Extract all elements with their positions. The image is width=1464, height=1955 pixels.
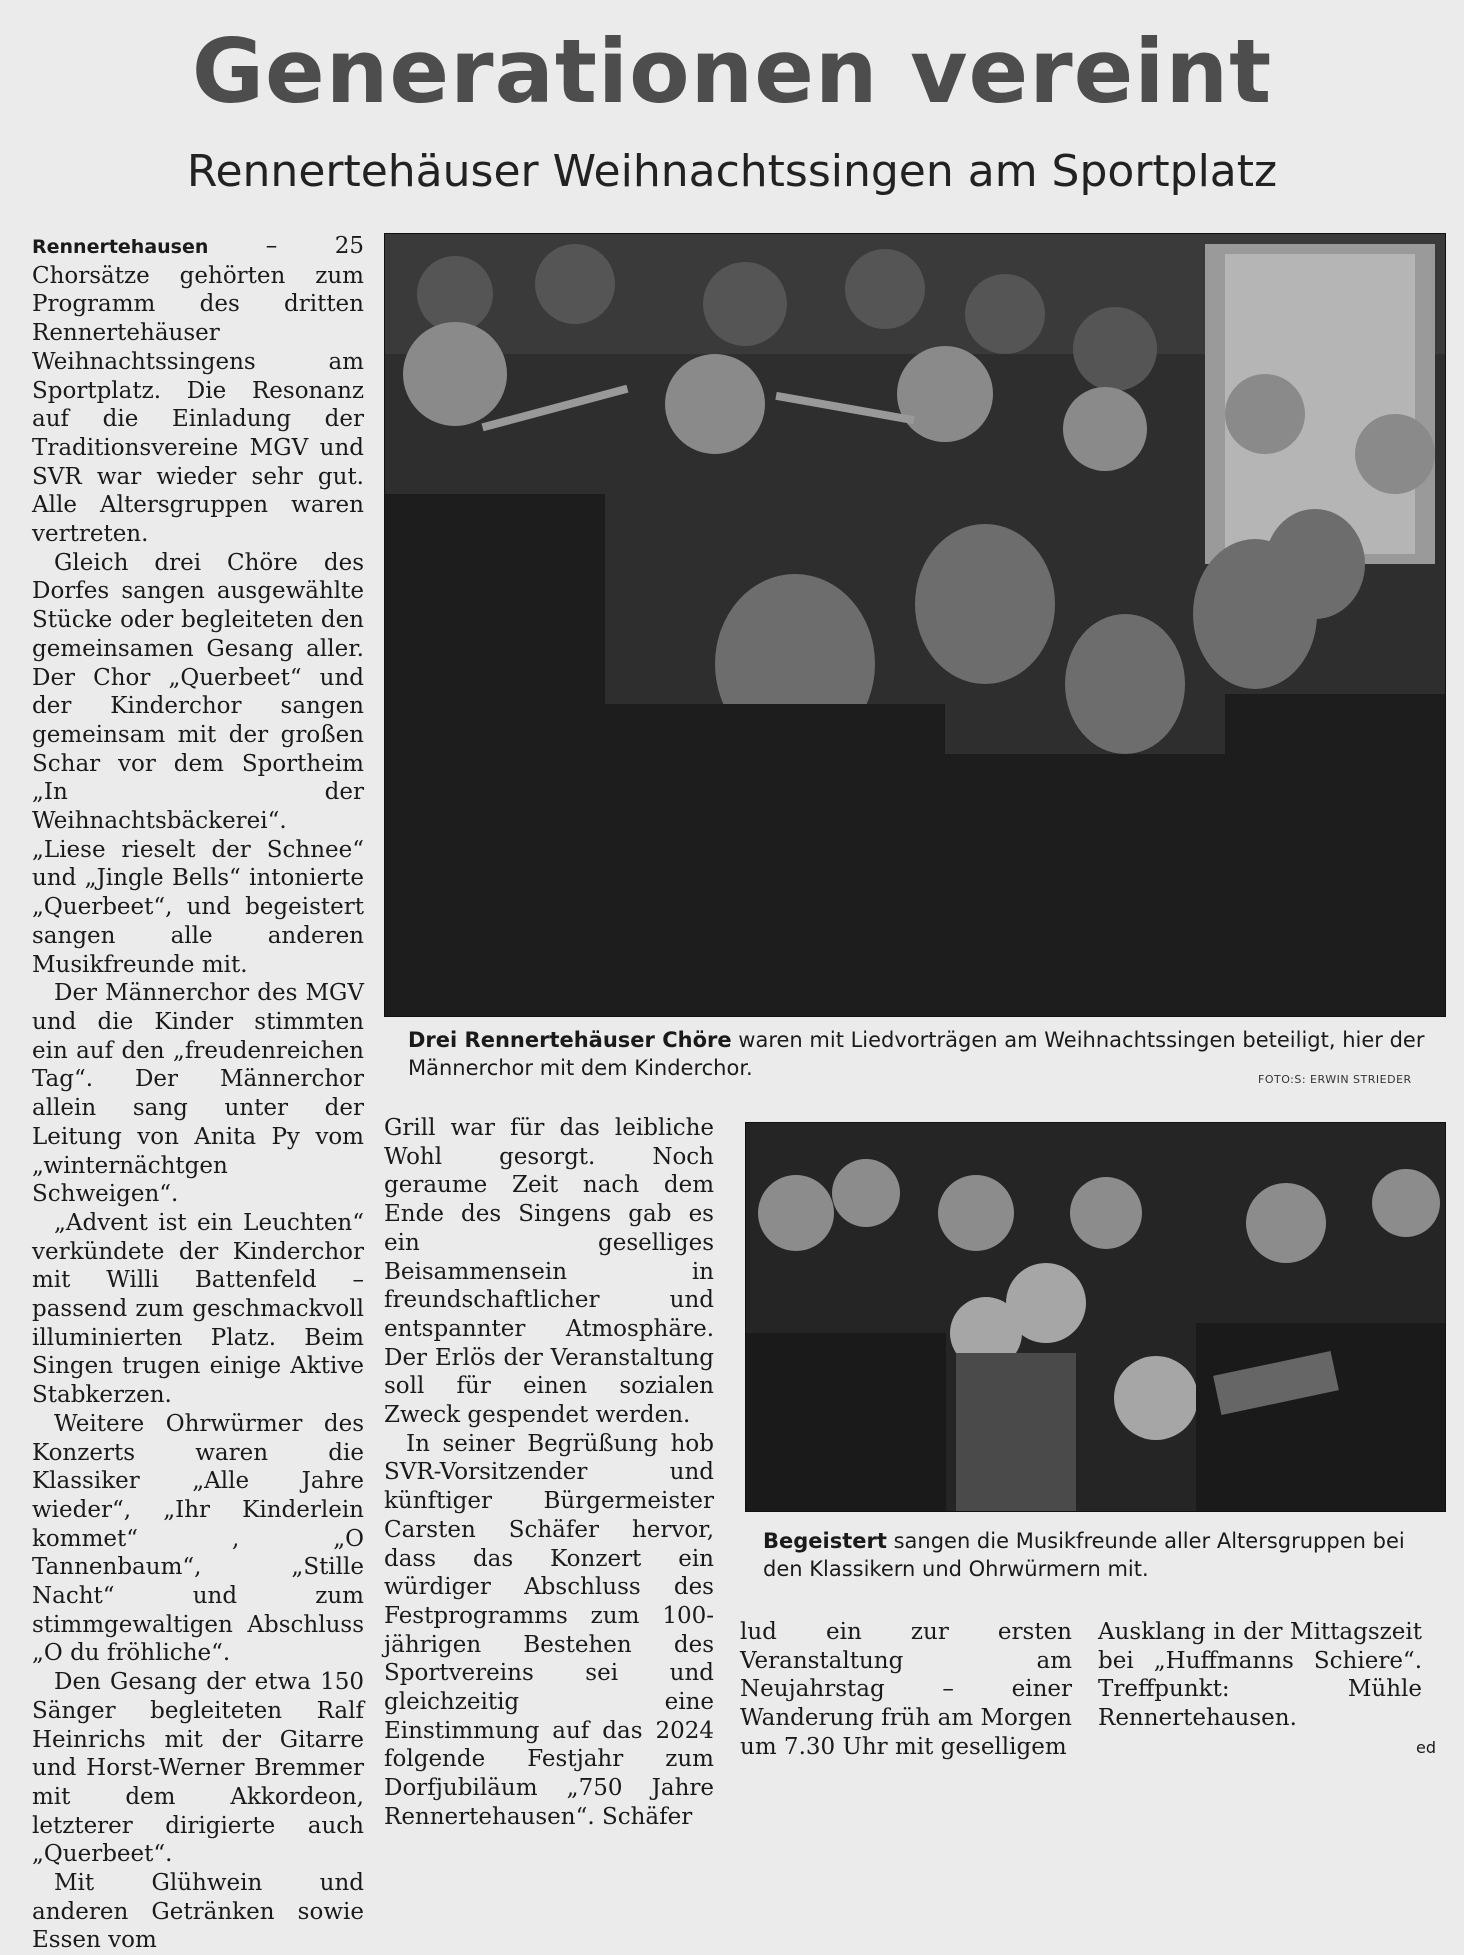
paragraph: „Advent ist ein Leuchten“ verkündete der Kinderchor mit Willi Battenfeld – passend zum geschmackvoll illuminierten Platz. Beim Singen trugen einige Aktive Stabkerzen. bbox=[32, 1209, 364, 1409]
text-column-3 bbox=[740, 1618, 1072, 1762]
paragraph: Mit Glühwein und anderen Getränken sowie Essen vom bbox=[32, 1870, 364, 1954]
text-column-1 bbox=[32, 232, 364, 1955]
author-initials: ed bbox=[1416, 1738, 1436, 1757]
paragraph: Den Gesang der etwa 150 Sänger begleiteten Ralf Heinrichs mit der Gitarre und Horst-Werner Bremmer mit dem Akkordeon, letzterer dirigierte auch „Querbeet“. bbox=[32, 1669, 364, 1868]
paragraph: Ausklang in der Mittagszeit bei „Huffmanns Schiere“. Treffpunkt: Mühle Rennertehausen. bbox=[1098, 1619, 1422, 1732]
subheadline: Rennertehäuser Weihnachtssingen am Sportplatz bbox=[186, 146, 1278, 197]
dateline: Rennertehausen bbox=[32, 236, 209, 258]
headline: Generationen vereint bbox=[191, 20, 1273, 123]
audience-photo-image bbox=[746, 1123, 1445, 1511]
paragraph: Der Männerchor des MGV und die Kinder stimmten ein auf den „freudenreichen Tag“. Der Männerchor allein sang unter der Leitung von Anita Py vom „winternächtgen Schweigen“. bbox=[32, 980, 364, 1208]
audience-photo bbox=[745, 1122, 1446, 1512]
photo1-caption-lead: Drei Rennertehäuser Chöre bbox=[408, 1028, 732, 1052]
text-column-4 bbox=[1098, 1618, 1422, 1733]
paragraph: Weitere Ohrwürmer des Konzerts waren die Klassiker „Alle Jahre wieder“, „Ihr Kinderlein kommet“ , „O Tannenbaum“, „Stille Nacht“ und zum stimmgewaltigen Abschluss „O du fröhliche“. bbox=[32, 1410, 364, 1667]
text-column-2 bbox=[384, 1114, 714, 1832]
photo2-caption-text: sangen die Musikfreunde aller Altersgruppen bei den Klassikern und Ohrwürmern mit. bbox=[763, 1529, 1405, 1581]
choir-photo bbox=[384, 233, 1446, 1017]
paragraph: Grill war für das leibliche Wohl gesorgt. Noch geraume Zeit nach dem Ende des Singens gab es ein geselliges Beisammensein in freundschaftlicher und entspannter Atmosphäre. Der Erlös der Veranstaltung soll für einen sozialen Zweck gespendet werden. bbox=[384, 1115, 714, 1429]
paragraph: Gleich drei Chöre des Dorfes sangen ausgewählte Stücke oder begleiteten den gemeinsamen Gesang aller. Der Chor „Querbeet“ und der Kinderchor sangen gemeinsam mit der großen Schar vor dem Sportheim „In der Weihnachtsbäckerei“. „Liese rieselt der Schnee“ und „Jingle Bells“ intonierte „Querbeet“, und begeistert sangen alle anderen Musikfreunde mit. bbox=[32, 549, 364, 978]
photo1-caption-text: waren mit Liedvorträgen am Weihnachtssingen beteiligt, hier der Männerchor mit dem Kinderchor. bbox=[408, 1028, 1425, 1080]
paragraph: Rennertehausen – 25 Chorsätze gehörten zum Programm des dritten Rennertehäuser Weihnachtssingens am Sportplatz. Die Resonanz auf die Einladung der Traditionsvereine MGV und SVR war wieder sehr gut. Alle Altersgruppen waren vertreten. bbox=[32, 233, 364, 548]
photo2-caption bbox=[763, 1527, 1421, 1583]
choir-photo-image bbox=[385, 234, 1445, 1016]
photo2-caption-lead: Begeistert bbox=[763, 1529, 887, 1553]
paragraph: lud ein zur ersten Veranstaltung am Neujahrstag – einer Wanderung früh am Morgen um 7.30 Uhr mit geselligem bbox=[740, 1619, 1072, 1760]
paragraph: In seiner Begrüßung hob SVR-Vorsitzender und künftiger Bürgermeister Carsten Schäfer hervor, dass das Konzert ein würdiger Abschluss des Festprogramms zum 100-jährigen Bestehen des Sportvereins sei und gleichzeitig eine Einstimmung auf das 2024 folgende Festjahr zum Dorfjubiläum „750 Jahre Rennertehausen“. Schäfer bbox=[384, 1430, 714, 1830]
photo-credit: FOTO:S: ERWIN STRIEDER bbox=[1258, 1073, 1412, 1086]
